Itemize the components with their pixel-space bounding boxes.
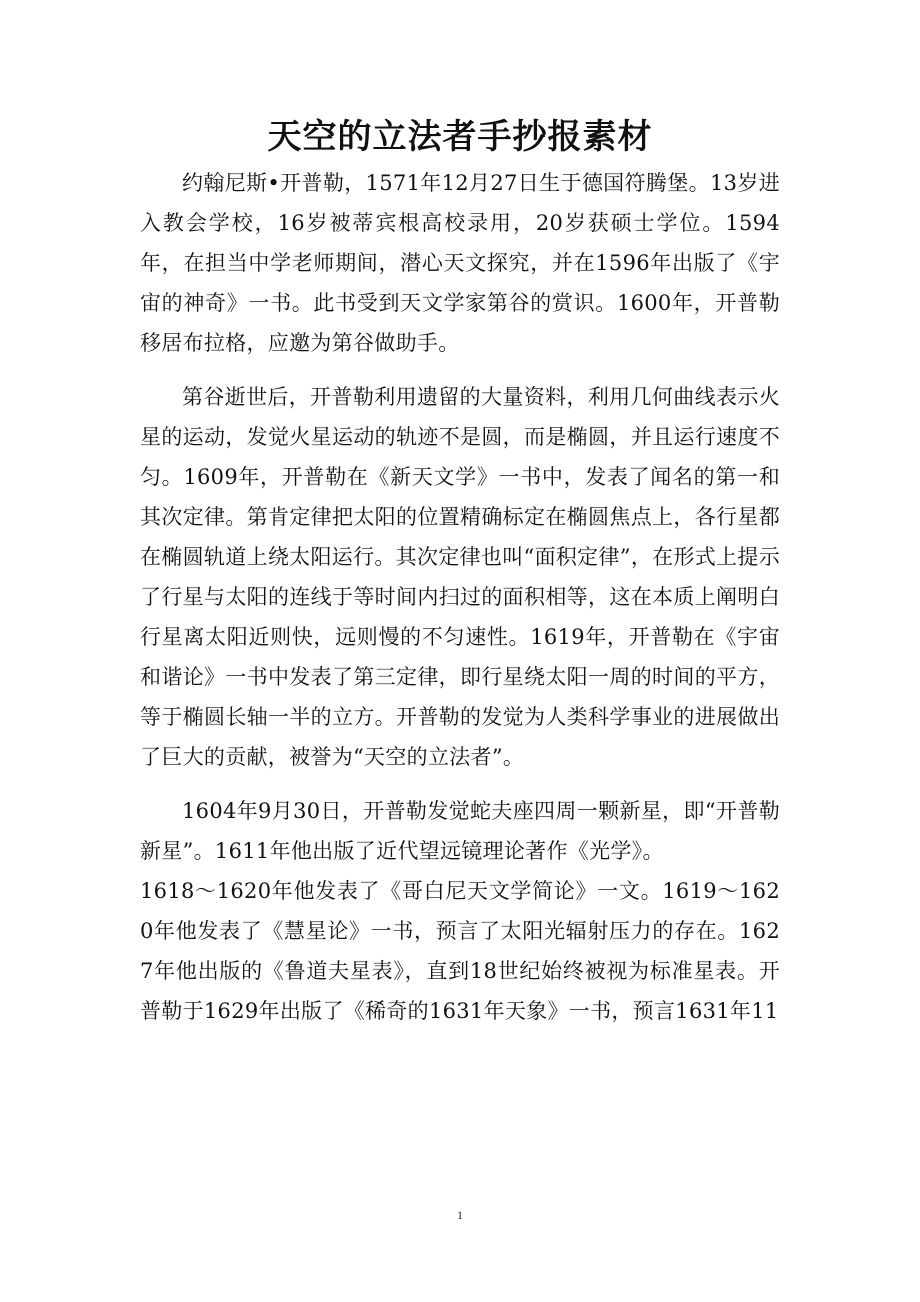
paragraph-works: 1618～1620年他发表了《哥白尼天文学简论》一文。1619～1620年他发表了《慧星论》一书，预言了太阳光辐射压力的存在。1627年他出版的《鲁道夫星表》，直到18世纪始终被视为标准星表。开普勒于1629年出版了《稀奇的1631年天象》一书，预言1631年11 — [140, 879, 780, 1023]
paragraph-nova: 1604年9月30日，开普勒发觉蛇夫座四周一颗新星，即“开普勒新星”。1611年他出版了近代望远镜理论著作《光学》。 — [140, 799, 780, 863]
paragraph-intro: 约翰尼斯•开普勒，1571年12月27日生于德国符腾堡。13岁进入教会学校，16岁被蒂宾根高校录用，20岁获硕士学位。1594年，在担当中学老师期间，潜心天文探究，并在1596年出版了《宇宙的神奇》一书。此书受到天文学家第谷的赏识。1600年，开普勒移居布拉格，应邀为第谷做助手。 — [140, 171, 780, 355]
document-title: 天空的立法者手抄报素材 — [267, 117, 653, 157]
paragraph-laws: 第谷逝世后，开普勒利用遗留的大量资料，利用几何曲线表示火星的运动，发觉火星运动的轨迹不是圆，而是椭圆，并且运行速度不匀。1609年，开普勒在《新天文学》一书中，发表了闻名的第一和其次定律。第肯定律把太阳的位置精确标定在椭圆焦点上，各行星都在椭圆轨道上绕太阳运行。其次定律也叫“面积定律”，在形式上提示了行星与太阳的连线于等时间内扫过的面积相等，这在本质上阐明白行星离太阳近则快，远则慢的不匀速性。1619年，开普勒在《宇宙和谐论》一书中发表了第三定律，即行星绕太阳一周的时间的平方，等于椭圆长轴一半的立方。开普勒的发觉为人类科学事业的进展做出了巨大的贡献，被誉为“天空的立法者”。 — [140, 385, 780, 769]
page-number: 1 — [457, 1208, 463, 1222]
document-body — [140, 163, 780, 1031]
